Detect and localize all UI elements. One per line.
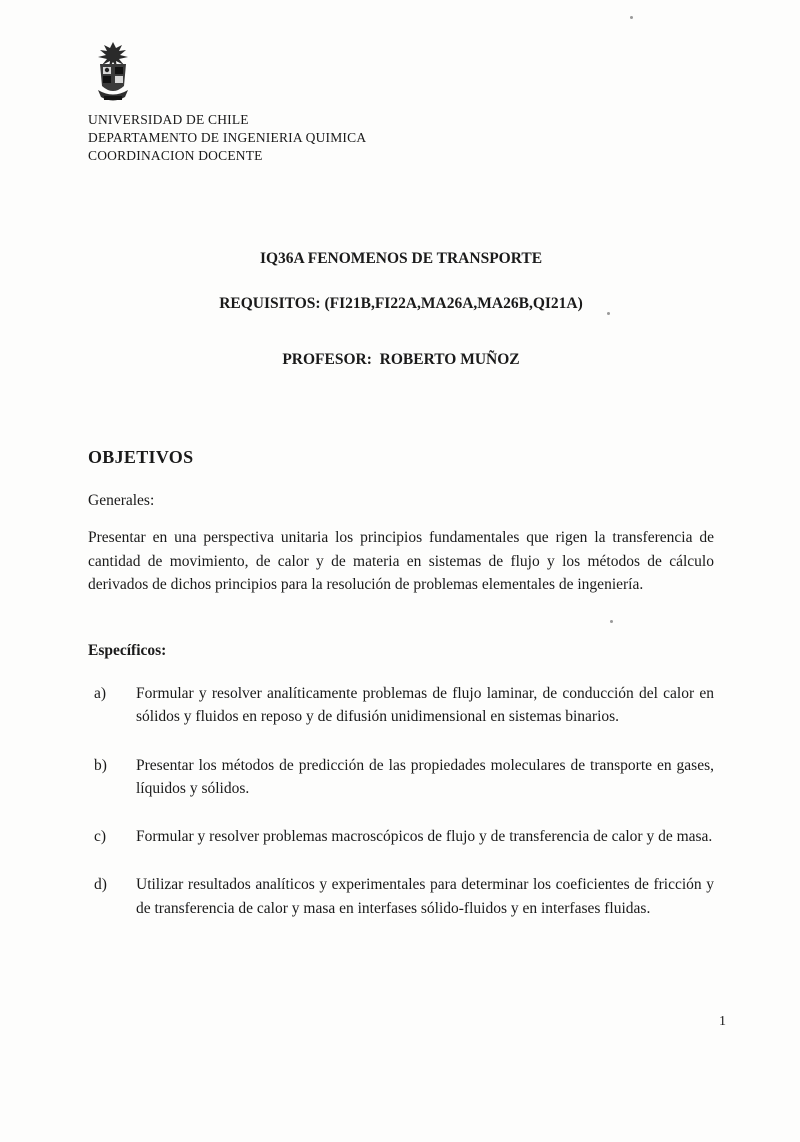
letterhead-coordination: COORDINACION DOCENTE xyxy=(88,147,263,163)
list-item-text: Presentar los métodos de predicción de las propiedades moleculares de transporte en gases, líquidos y sólidos. xyxy=(136,756,714,797)
list-item-label: d) xyxy=(94,876,107,894)
general-objectives-text: Presentar en una perspectiva unitaria los principios fundamentales que rigen la transferencia de cantidad de movimiento, de calor y de materia en sistemas de flujo y los métodos de cálculo derivados de dichos principios para la resolución de problemas elementales de ingeniería. xyxy=(88,529,714,593)
general-objectives-label: Generales: xyxy=(88,492,155,510)
specific-objectives-list xyxy=(88,682,714,920)
list-item-label: a) xyxy=(94,685,107,703)
objectives-heading: OBJETIVOS xyxy=(88,447,194,468)
list-item xyxy=(88,825,714,848)
course-requisites: REQUISITOS: (FI21B,FI22A,MA26A,MA26B,QI21A) xyxy=(219,295,583,313)
title-block xyxy=(88,250,714,369)
specific-objectives-label: Específicos: xyxy=(88,642,167,660)
list-item-label: b) xyxy=(94,756,107,774)
letterhead xyxy=(88,0,714,164)
letterhead-department: DEPARTAMENTO DE INGENIERIA QUIMICA xyxy=(88,129,367,145)
list-item-label: c) xyxy=(94,828,107,846)
letterhead-university: UNIVERSIDAD DE CHILE xyxy=(88,112,249,127)
list-item-text: Formular y resolver problemas macroscópicos de flujo y de transferencia de calor y de masa. xyxy=(136,828,713,846)
scan-speck xyxy=(610,620,613,623)
scan-speck xyxy=(630,16,633,19)
course-professor: PROFESOR: ROBERTO MUÑOZ xyxy=(282,351,520,369)
list-item xyxy=(88,873,714,920)
page-number: 1 xyxy=(719,1014,726,1029)
list-item xyxy=(88,754,714,801)
scan-speck xyxy=(607,312,610,315)
course-title: IQ36A FENOMENOS DE TRANSPORTE xyxy=(259,250,543,268)
list-item-text: Formular y resolver analíticamente problemas de flujo laminar, de conducción del calor en sólidos y fluidos en reposo y de difusión unidimensional en sistemas binarios. xyxy=(136,685,714,726)
list-item-text: Utilizar resultados analíticos y experimentales para determinar los coeficientes de fricción y de transferencia de calor y masa en interfases sólido-fluidos y en interfases fluidas. xyxy=(136,876,714,917)
list-item xyxy=(88,682,714,729)
university-crest-icon xyxy=(90,40,136,102)
